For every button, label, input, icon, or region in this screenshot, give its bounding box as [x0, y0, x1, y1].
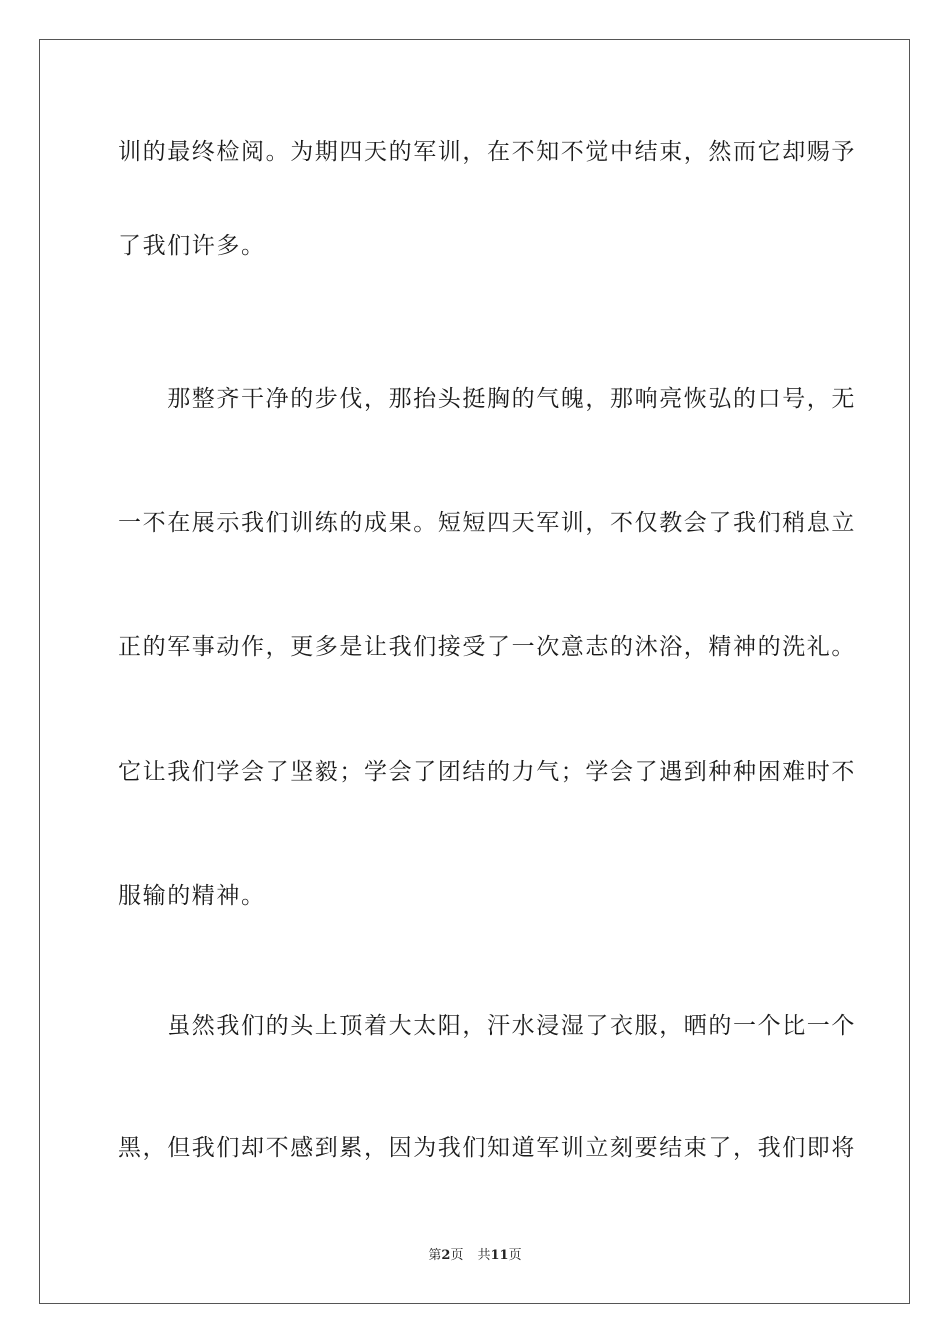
paragraph-start-line: 虽然我们的头上顶着大太阳，汗水浸湿了衣服，晒的一个比一个 — [118, 1013, 856, 1039]
text-line: 一不在展示我们训练的成果。短短四天军训，不仅教会了我们稍息立 — [118, 510, 856, 536]
text-line: 正的军事动作，更多是让我们接受了一次意志的沐浴，精神的洗礼。 — [118, 634, 856, 660]
current-page-number: 2 — [441, 1248, 451, 1263]
text-line: 服输的精神。 — [118, 883, 266, 909]
total-prefix: 共 — [477, 1248, 491, 1263]
page-suffix: 页 — [450, 1248, 464, 1263]
text-line: 训的最终检阅。为期四天的军训，在不知不觉中结束，然而它却赐予 — [118, 139, 856, 165]
paragraph-start-line: 那整齐干净的步伐，那抬头挺胸的气魄，那响亮恢弘的口号，无 — [118, 386, 856, 412]
text-line: 黑，但我们却不感到累，因为我们知道军训立刻要结束了，我们即将 — [118, 1135, 856, 1161]
text-line: 它让我们学会了坚毅；学会了团结的力气；学会了遇到种种困难时不 — [118, 759, 856, 785]
page-prefix: 第 — [428, 1248, 442, 1263]
total-page-count: 11 — [490, 1248, 509, 1263]
page-footer — [0, 1247, 950, 1265]
page-border — [39, 39, 910, 1304]
total-suffix: 页 — [508, 1248, 522, 1263]
text-line: 了我们许多。 — [118, 233, 266, 259]
